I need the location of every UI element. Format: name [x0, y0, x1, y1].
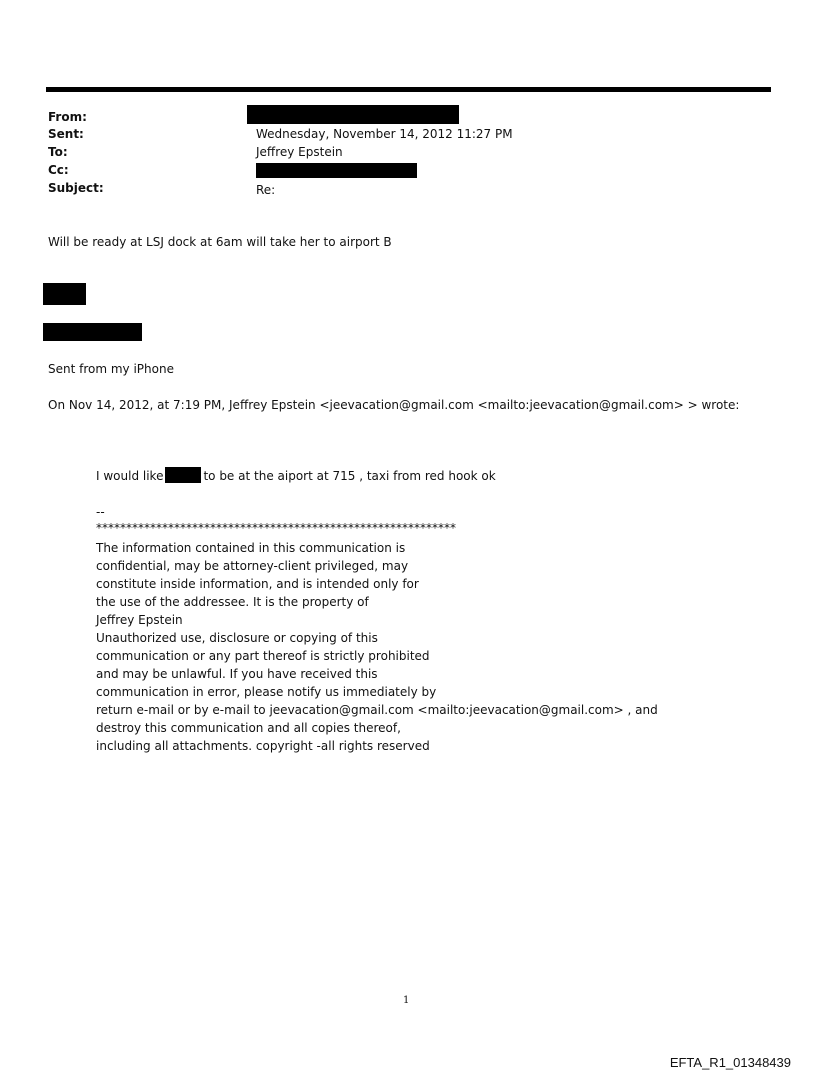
cc-redaction — [256, 163, 417, 178]
disclaimer-line: destroy this communication and all copies thereof, — [96, 721, 401, 735]
disclaimer-line: return e-mail or by e-mail to jeevacation@gmail.com <mailto:jeevacation@gmail.com> , and — [96, 703, 658, 717]
quoted-text-part1: I would like — [96, 469, 164, 483]
sent-value: Wednesday, November 14, 2012 11:27 PM — [256, 127, 513, 141]
disclaimer-line: communication or any part thereof is strictly prohibited — [96, 649, 430, 663]
disclaimer-line: confidential, may be attorney-client privileged, may — [96, 559, 409, 573]
document-id: EFTA_R1_01348439 — [669, 1055, 791, 1070]
from-redaction — [247, 105, 459, 124]
header-rule — [46, 87, 771, 92]
quote-intro: On Nov 14, 2012, at 7:19 PM, Jeffrey Epstein <jeevacation@gmail.com <mailto:jeevacation@gmail.com> > wrote: — [48, 398, 740, 412]
page-number: 1 — [403, 995, 410, 1006]
sender-detail-redaction — [43, 323, 142, 341]
disclaimer-line: constitute inside information, and is intended only for — [96, 577, 419, 591]
disclaimer-line: the use of the addressee. It is the property of — [96, 595, 369, 609]
quoted-message-line — [96, 467, 496, 485]
subject-label: Subject: — [48, 181, 104, 195]
signature-separator: -- — [96, 505, 105, 519]
sent-label: Sent: — [48, 127, 84, 141]
disclaimer-line: Jeffrey Epstein — [96, 613, 183, 627]
to-value: Jeffrey Epstein — [256, 145, 343, 159]
reply-text: Will be ready at LSJ dock at 6am will take her to airport B — [48, 235, 392, 249]
subject-value: Re: — [256, 183, 276, 197]
disclaimer-line: and may be unlawful. If you have received this — [96, 667, 378, 681]
name-redaction — [165, 467, 201, 483]
disclaimer-block — [96, 539, 658, 755]
quoted-text-part2: to be at the aiport at 715 , taxi from red hook ok — [203, 469, 496, 483]
signature-text: Sent from my iPhone — [48, 362, 174, 376]
disclaimer-line: communication in error, please notify us immediately by — [96, 685, 437, 699]
disclaimer-line: including all attachments. copyright -all rights reserved — [96, 739, 430, 753]
star-separator: ************************************************************ — [96, 521, 456, 535]
disclaimer-line: The information contained in this communication is — [96, 541, 406, 555]
from-label: From: — [48, 110, 87, 124]
disclaimer-line: Unauthorized use, disclosure or copying of this — [96, 631, 378, 645]
sender-name-redaction — [43, 283, 86, 305]
cc-label: Cc: — [48, 163, 69, 177]
to-label: To: — [48, 145, 68, 159]
